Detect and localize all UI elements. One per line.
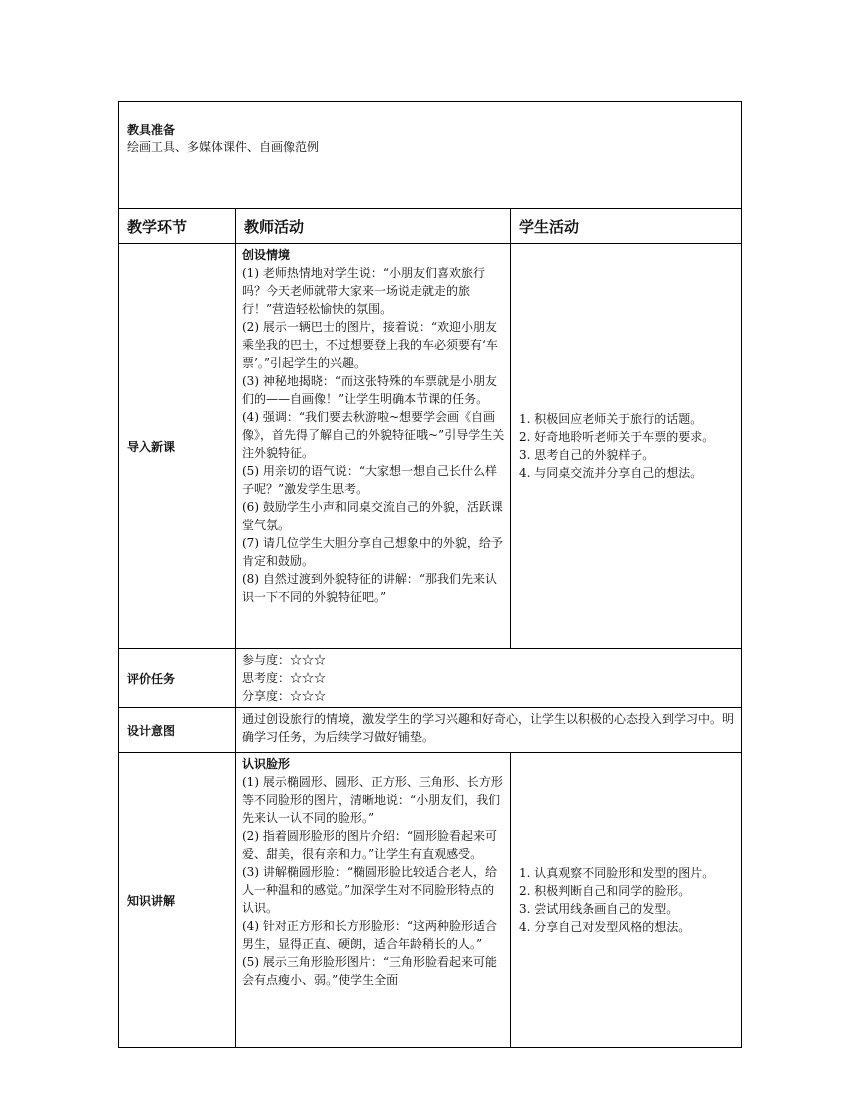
knowledge-teacher-item: (3) 讲解椭圆形脸：“椭圆形脸比较适合老人，给人一种温和的感觉。”加深学生对不同脸形特点的认识。: [242, 865, 497, 915]
knowledge-student-item: 4. 分享自己对发型风格的想法。: [519, 920, 691, 934]
evaluation-stage: 评价任务: [119, 649, 236, 708]
lesson-plan-table: [118, 101, 742, 1048]
intro-teacher-cell: [236, 244, 511, 649]
intro-stage: 导入新课: [119, 244, 236, 649]
header-teacher: 教师活动: [236, 209, 511, 244]
evaluation-item: 思考度：☆☆☆: [242, 671, 327, 685]
prep-row: [119, 102, 742, 209]
header-stage: 教学环节: [119, 209, 236, 244]
intro-student-item: 2. 好奇地聆听老师关于车票的要求。: [519, 430, 715, 444]
knowledge-teacher-item: (4) 针对正方形和长方形脸形：“这两种脸形适合男生，显得正直、硬朗，适合年龄稍长的人。”: [242, 919, 497, 951]
intro-student-item: 3. 思考自己的外貌样子。: [519, 448, 655, 462]
knowledge-teacher-item: (1) 展示椭圆形、圆形、正方形、三角形、长方形等不同脸形的图片，清晰地说：“小朋友们，我们先来认一认不同的脸形。”: [242, 775, 503, 825]
intro-teacher-item: (8) 自然过渡到外貌特征的讲解：“那我们先来认识一下不同的外貌特征吧。”: [242, 572, 497, 604]
intro-teacher-item: (4) 强调：“我们要去秋游啦~想要学会画《自画像》，首先得了解自己的外貌特征哦~”引导学生关注外貌特征。: [242, 410, 505, 460]
knowledge-student-cell: [511, 753, 742, 1048]
intro-row: [119, 244, 742, 649]
design-row: [119, 708, 742, 753]
intro-teacher-item: (1) 老师热情地对学生说：“小朋友们喜欢旅行吗？今天老师就带大家来一场说走就走的旅行！”营造轻松愉快的氛围。: [242, 266, 485, 316]
knowledge-student-item: 1. 认真观察不同脸形和发型的图片。: [519, 866, 715, 880]
evaluation-item: 参与度：☆☆☆: [242, 653, 327, 667]
header-row: [119, 209, 742, 244]
knowledge-teacher-item: (5) 展示三角形脸形图片：“三角形脸看起来可能会有点瘦小、弱。”使学生全面: [242, 955, 497, 987]
intro-teacher-item: (2) 展示一辆巴士的图片，接着说：“欢迎小朋友乘坐我的巴士，不过想要登上我的车必须要有‘车票’。”引起学生的兴趣。: [242, 320, 498, 370]
intro-teacher-item: (5) 用亲切的语气说：“大家想一想自己长什么样子呢？”激发学生思考。: [242, 464, 497, 496]
intro-teacher-item: (3) 神秘地揭晓：“而这张特殊的车票就是小朋友们的——自画像！”让学生明确本节课的任务。: [242, 374, 497, 406]
evaluation-item: 分享度：☆☆☆: [242, 689, 327, 703]
intro-student-cell: [511, 244, 742, 649]
knowledge-stage: 知识讲解: [119, 753, 236, 1048]
prep-content: 绘画工具、多媒体课件、自画像范例: [127, 140, 320, 154]
knowledge-student-item: 3. 尝试用线条画自己的发型。: [519, 902, 679, 916]
knowledge-teacher-title: 认识脸形: [242, 757, 291, 771]
intro-student-item: 4. 与同桌交流并分享自己的想法。: [519, 466, 703, 480]
design-content: 通过创设旅行的情境，激发学生的学习兴趣和好奇心，让学生以积极的心态投入到学习中。明确学习任务，为后续学习做好铺垫。: [236, 708, 742, 753]
evaluation-cell: [236, 649, 742, 708]
intro-teacher-title: 创设情境: [242, 248, 291, 262]
knowledge-teacher-item: (2) 指着圆形脸形的图片介绍：“圆形脸看起来可爱、甜美，很有亲和力。”让学生有直观感受。: [242, 829, 497, 861]
knowledge-student-item: 2. 积极判断自己和同学的脸形。: [519, 884, 691, 898]
evaluation-row: [119, 649, 742, 708]
lesson-plan-page: [118, 101, 741, 1048]
knowledge-teacher-cell: [236, 753, 511, 1048]
header-student: 学生活动: [511, 209, 742, 244]
intro-student-item: 1. 积极回应老师关于旅行的话题。: [519, 412, 703, 426]
knowledge-row: [119, 753, 742, 1048]
prep-title: 教具准备: [127, 123, 176, 137]
intro-teacher-item: (6) 鼓励学生小声和同桌交流自己的外貌，活跃课堂气氛。: [242, 500, 503, 532]
design-stage: 设计意图: [119, 708, 236, 753]
intro-teacher-item: (7) 请几位学生大胆分享自己想象中的外貌，给予肯定和鼓励。: [242, 536, 503, 568]
prep-cell: [119, 102, 742, 209]
